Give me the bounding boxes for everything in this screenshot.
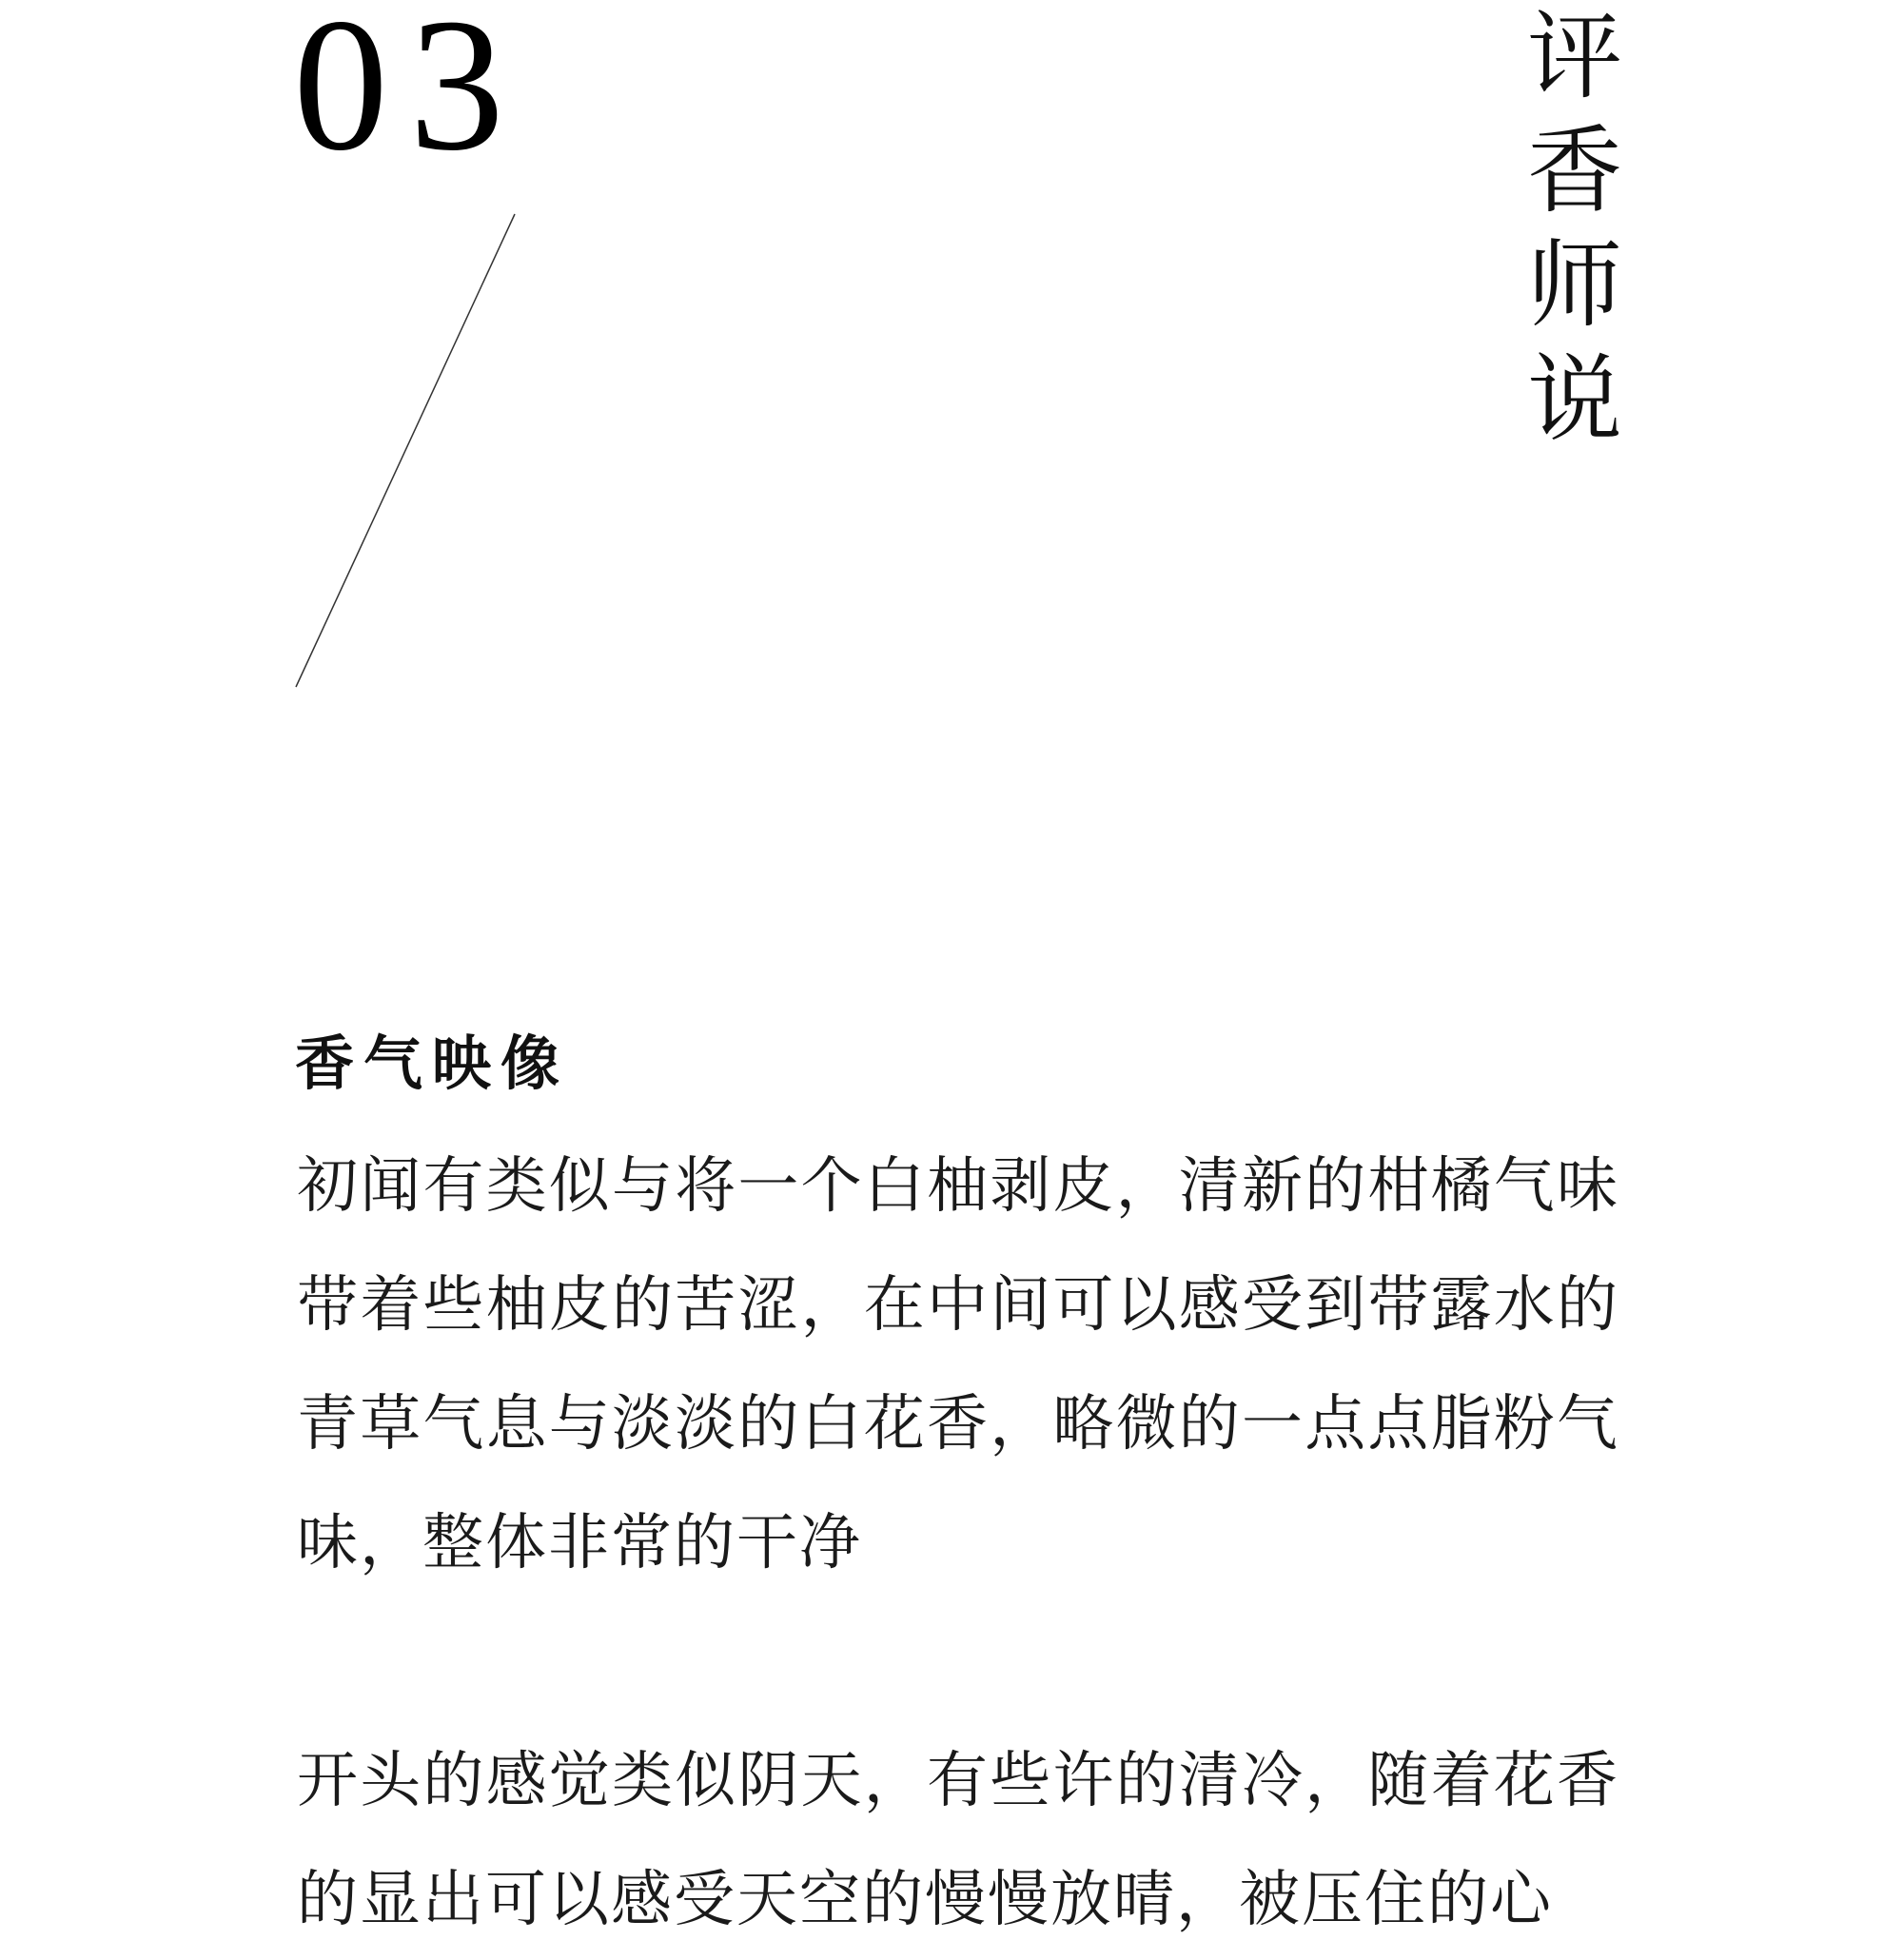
vertical-title (1522, 0, 1627, 457)
title-char: 香 (1527, 115, 1622, 226)
body-paragraph: 初闻有类似与将一个白柚剥皮，清新的柑橘气味带着些柚皮的苦涩，在中间可以感受到带露水的青草气息与淡淡的白花香，略微的一点点脂粉气味，整体非常的干净 (297, 1151, 1619, 1578)
section-heading: 香气映像 (295, 1029, 570, 1098)
section-number: 03 (293, 0, 525, 190)
body-paragraph: 开头的感觉类似阴天，有些许的清冷，随着花香的显出可以感受天空的慢慢放晴，被压住的心 (297, 1746, 1619, 1935)
title-char: 师 (1527, 229, 1622, 341)
title-char: 评 (1527, 1, 1622, 112)
title-char: 说 (1527, 343, 1622, 455)
diagonal-line (296, 214, 515, 687)
